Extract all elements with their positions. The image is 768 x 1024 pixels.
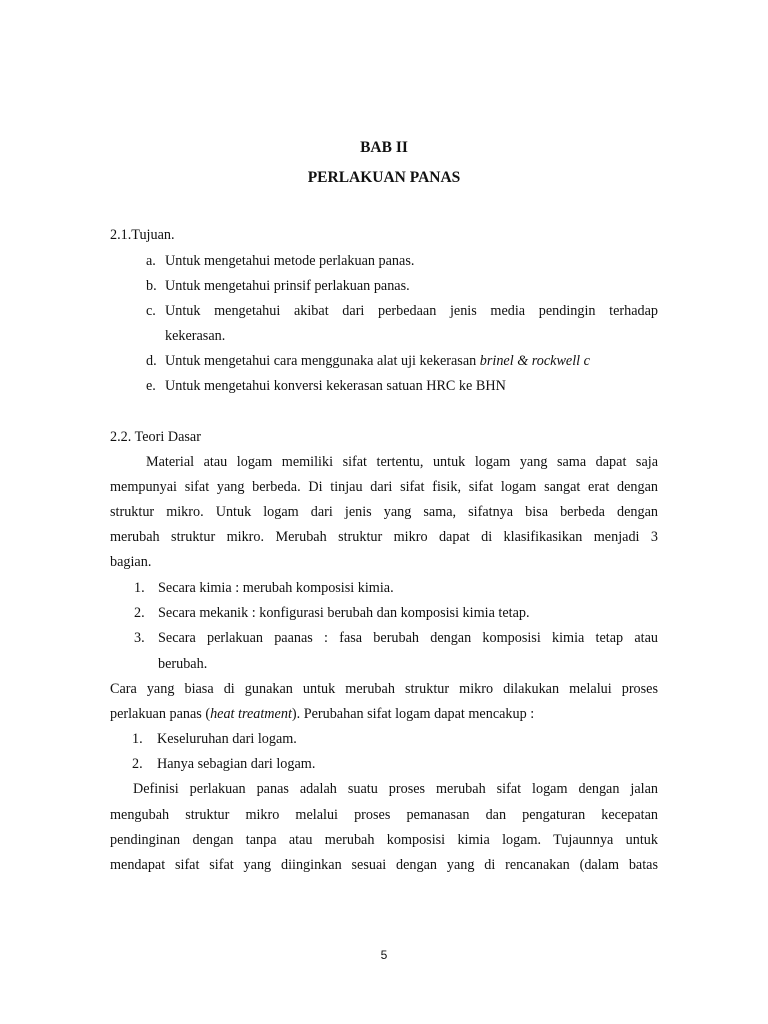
paragraph-line: mendapat sifat sifat yang diinginkan sesuai dengan yang di rencanakan (dalam batas — [110, 857, 658, 873]
page-number: 5 — [380, 948, 388, 962]
paragraph-line: struktur mikro. Untuk logam dari jenis yang sama, sifatnya bisa berbeda dengan — [110, 504, 658, 520]
list-marker: 1. — [132, 731, 143, 747]
paragraph-line: pendinginan dengan tanpa atau merubah komposisi kimia logam. Tujaunnya untuk — [110, 832, 658, 848]
list-item-text-continued: kekerasan. — [165, 328, 226, 344]
list-marker: b. — [146, 278, 157, 294]
paragraph-line: mengubah struktur mikro melalui proses pemanasan dan pengaturan kecepatan — [110, 807, 658, 823]
paragraph-italic: heat treatment — [210, 706, 292, 722]
list-item-text: Secara mekanik : konfigurasi berubah dan komposisi kimia tetap. — [158, 605, 530, 621]
list-marker: 2. — [132, 756, 143, 772]
list-marker: 1. — [134, 580, 145, 596]
list-item-text: Untuk mengetahui prinsif perlakuan panas. — [165, 278, 410, 294]
paragraph-line: Cara yang biasa di gunakan untuk merubah struktur mikro dilakukan melalui proses — [110, 681, 658, 697]
list-marker: e. — [146, 378, 156, 394]
list-marker: a. — [146, 253, 156, 269]
list-item-text-continued: berubah. — [158, 656, 208, 672]
chapter-title: PERLAKUAN PANAS — [307, 169, 461, 186]
list-item-text: Untuk mengetahui metode perlakuan panas. — [165, 253, 415, 269]
paragraph-line: merubah struktur mikro. Merubah struktur mikro dapat di klasifikasikan menjadi 3 — [110, 529, 658, 545]
list-item-text: Hanya sebagian dari logam. — [157, 756, 316, 772]
list-item-text: Untuk mengetahui konversi kekerasan satuan HRC ke BHN — [165, 378, 506, 394]
list-item-text: Secara perlakuan paanas : fasa berubah dengan komposisi kimia tetap atau — [158, 630, 658, 646]
list-marker: c. — [146, 303, 156, 319]
paragraph-line: mempunyai sifat yang berbeda. Di tinjau dari sifat fisik, sifat logam sangat erat dengan — [110, 479, 658, 495]
paragraph-line: Definisi perlakuan panas adalah suatu proses merubah sifat logam dengan jalan — [133, 781, 658, 797]
list-item-text: Secara kimia : merubah komposisi kimia. — [158, 580, 394, 596]
paragraph-line: Material atau logam memiliki sifat tertentu, untuk logam yang sama dapat saja — [146, 454, 658, 470]
section-heading-tujuan: 2.1.Tujuan. — [110, 227, 175, 243]
list-item-text — [165, 352, 590, 370]
list-item-text: Keseluruhan dari logam. — [157, 731, 297, 747]
list-item-plain: Untuk mengetahui cara menggunaka alat uji kekerasan — [165, 353, 480, 369]
paragraph-line: bagian. — [110, 554, 152, 570]
paragraph-text: perlakuan panas ( — [110, 706, 211, 722]
paragraph-line — [110, 705, 658, 723]
paragraph-text: ). Perubahan sifat logam dapat mencakup : — [291, 706, 535, 722]
list-marker: 3. — [134, 630, 145, 646]
list-item-italic: brinel & rockwell c — [479, 353, 590, 369]
list-item-text: Untuk mengetahui akibat dari perbedaan jenis media pendingin terhadap — [165, 303, 658, 319]
list-marker: 2. — [134, 605, 145, 621]
section-heading-teori-dasar: 2.2. Teori Dasar — [110, 429, 201, 445]
chapter-number: BAB II — [360, 139, 408, 156]
list-marker: d. — [146, 353, 157, 369]
